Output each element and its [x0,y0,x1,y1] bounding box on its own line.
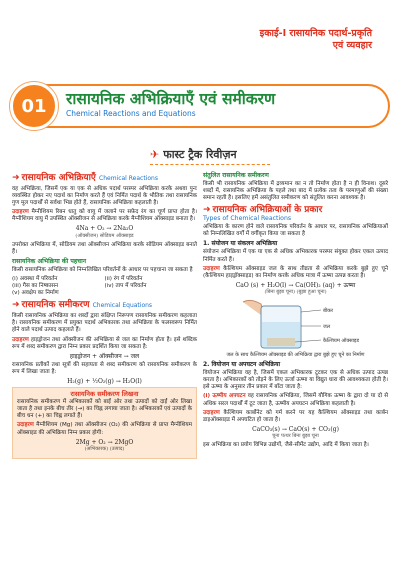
example-text: कैल्शियम ऑक्साइड जल के साथ तीव्रता से अभिक्रिया करके बुझे हुए चूने (कैल्शियम हाइड्रॉक्साइड) का निर्माण करके अधिक मात्रा में ऊष्मा उत्पन्न करता है। [203,265,388,279]
figure-label-cao: कैल्शियम ऑक्साइड [322,338,359,345]
chapter-title: रासायनिक अभिक्रियाएँ एवं समीकरण [66,90,276,108]
section-heading-text: रासायनिक अभिक्रियाएँ [21,173,96,183]
example-paragraph [12,337,197,351]
example-paragraph [203,410,388,424]
chapter-title-bar [36,84,390,128]
beaker-figure [203,298,388,350]
equation-text: CaO (s) + H₂O(l) → Ca(OH)₂ (aq) + ऊष्मा [235,281,356,289]
section-heading-text: रासायनिक समीकरण [21,300,90,311]
figure-label-beaker: बीकर [322,308,333,315]
list-item: (ii) रंग में परिवर्तन [104,275,143,282]
example-label: उदाहरण [12,336,29,343]
chapter-banner [10,82,390,130]
figure-caption: जल के साथ कैल्शियम ऑक्साइड की अभिक्रिया द्वारा बुझे हुए चूने का निर्माण [226,352,365,359]
equation-text: CaCO₃(s) → CaO(s) + CO₂(g) [252,425,339,433]
section-heading-en: Types of Chemical Reactions [203,215,292,223]
equation [12,225,197,239]
paragraph: इस अभिक्रिया का प्रयोग विभिन्न उद्योगों, जैसे-सीमेंट उद्योग, आदि में किया जाता है। [203,441,369,448]
equation [203,426,388,440]
list-item: (iii) गैस का निष्कासन [12,283,59,290]
paragraph: संयोजन अभिक्रिया में एक या एक से अधिक अभिकारक परस्पर संयुक्त होकर एकल उत्पाद निर्मित करते हैं। [203,249,388,263]
equation [17,439,192,453]
info-box [12,387,197,459]
type-heading: 1. संयोजन या संकलन अभिक्रिया [203,240,278,248]
paragraph: किसी रासायनिक अभिक्रिया को निम्नलिखित परिवर्तनों के आधार पर पहचाना जा सकता है [12,266,193,273]
figure-label-water: जल [322,324,330,331]
unit-label [260,28,372,52]
equation-note: (अभिकारक) (उत्पाद) [84,445,125,452]
subsection-heading: रासायनिक अभिक्रिया की पहचान [12,257,87,265]
example-paragraph [17,422,192,436]
list-item: (i) अवस्था में परिवर्तन [12,275,58,282]
list-item: (iv) ताप में परिवर्तन [104,283,147,290]
section-heading-equations [12,299,197,312]
equation-text: 4Na + O₂ → 2Na₂O [75,225,134,233]
left-column [12,170,197,461]
equation: हाइड्रोजन + ऑक्सीजन → जल [69,352,140,360]
example-text: कैल्शियम कार्बोनेट को गर्म करने पर यह कैल्शियम ऑक्साइड तथा कार्बन डाइऑक्साइड में अपघटित हो जाता है। [203,409,388,423]
paragraph: रासायनिक प्रतीकों तथा सूत्रों की सहायता से शब्द समीकरण को रासायनिक समीकरण के रूप में लिखा जाता है: [12,361,197,375]
equation [203,282,388,296]
type-heading: 2. वियोजन या अपघटन अभिक्रिया [203,361,280,369]
section-heading-en: Chemical Equations [92,302,153,310]
subtype-label: (i) ऊष्मीय अपघटन [203,393,246,400]
fast-track-heading [150,147,237,162]
equation: H₂(g) + ½O₂(g) → H₂O(l) [67,377,142,385]
label-line [301,310,321,312]
arrow-icon: ➜ [12,300,20,311]
paragraph: अभिक्रिया के कारण होने वाले रासायनिक परिवर्तन के आधार पर, रासायनिक अभिक्रियाओं को निम्नलिखित वर्गों में वर्गीकृत किया जा सकता है [203,224,388,238]
paragraph: रासायनिक समीकरण में अभिकारकों को बाईं ओर तथा उत्पादों को दाईं ओर लिखा जाता है तथा इनके बीच तीर (→) का चिह्न लगाया जाता है। अभिकारकों एवं उत्पादों के बीच धन (+) का चिह्न लगाते हैं। [17,399,192,420]
paragraph [203,393,388,407]
subtype-text: वह रासायनिक अभिक्रिया, जिसमें यौगिक ऊष्मा के द्वारा दो या दो से अधिक सरल पदार्थों में टूट जाता है, ऊष्मीय अपघटन अभिक्रिया कहलाती है। [203,393,389,407]
paragraph: उपरोक्त अभिक्रिया में, सोडियम तथा ऑक्सीजन अभिक्रिया करके सोडियम ऑक्साइड बनाते हैं। [12,241,197,255]
unit-line-1: इकाई-I रासायनिक पदार्थ-प्रकृति [259,28,372,39]
identification-list [12,276,197,297]
equation-note: चूना पत्थर बिना बुझा चूना [272,432,319,439]
paragraph: किसी भी रासायनिक अभिक्रिया में द्रव्यमान का न तो निर्माण होता है न ही विनाश। दूसरे शब्दों में, रासायनिक अभिक्रिया के पहले तथा बाद में प्रत्येक तत्व के परमाणुओं की संख्या समान रहती है। इसलिए हमें असंतुलित समीकरण को संतुलित करना आवश्यक है। [203,181,388,202]
paragraph: किसी रासायनिक अभिक्रिया का शब्दों द्वारा संक्षिप्त निरूपण रासायनिक समीकरण कहलाता है। रासायनिक समीकरण में प्रयुक्त पदार्थ अभिकारक तथा अभिक्रिया के फलस्वरूप निर्मित होने वाले पदार्थ उत्पाद कहलाते हैं। [12,313,197,334]
section-heading-en: Chemical Reactions [99,175,158,182]
arrow-icon: ➜ [203,205,211,216]
example-text: मैग्नीशियम (Mg) तथा ऑक्सीजन (O₂) की अभिक्रिया से प्राप्त मैग्नीशियम ऑक्साइड की अभिक्रिया निम्न प्रकार होगी: [17,422,192,436]
unit-line-2: एवं व्यवहार [332,40,372,51]
heading-underline [150,164,270,167]
example-paragraph [203,266,388,280]
rocket-icon: ✈ [150,148,160,161]
example-label: उदाहरण [17,422,34,429]
arrow-icon: ➜ [12,173,20,183]
chapter-number-badge: 01 [10,82,58,130]
list-item: (v) अवक्षेप का निर्माण [12,290,59,297]
example-text: मैग्नीशियम रिबन धातु को वायु में जलाने पर सफ़ेद रंग का चूर्ण प्राप्त होता है। मैग्नीशियम वायु में उपस्थित ऑक्सीजन से अभिक्रिया करके मैग्नीशियम ऑक्साइड बनाता है। [12,209,197,223]
equation-note: (बिना बुझा चूना) (बुझा हुआ चूना) [264,288,327,295]
calcium-oxide-shape [267,338,295,346]
paragraph: वियोजन अभिक्रिया वह है, जिसमें एकल अभिकारक टूटकर एक से अधिक उत्पाद उत्पन्न करता है। अभिकारकों को तोड़ने के लिए ऊर्जा ऊष्मा या विद्युत धारा की आवश्यकता होती है। इसे ऊष्मा के अनुसार तीन प्रकार में बाँटा जाता है: [203,370,388,391]
section-heading-text: रासायनिक अभिक्रियाओं के प्रकार [212,205,323,216]
paragraph: वह अभिक्रिया, जिसमें एक या एक से अधिक पदार्थ परस्पर अभिक्रिया करके अथवा पुनः व्यवस्थित होकर नए पदार्थ का निर्माण करते हैं एवं निर्मित पदार्थ के भौतिक तथा रासायनिक गुण मूल पदार्थों से सर्वथा भिन्न होते हैं, रासायनिक अभिक्रिया कहलाती है। [12,186,197,207]
example-label: उदाहरण [203,265,220,272]
equation-note: (ऑक्सीजन) सोडियम ऑक्साइड [75,232,134,239]
subsection-heading: संतुलित रासायनिक समीकरण [203,172,269,179]
info-box-title: रासायनिक समीकरण लिखना [70,390,139,399]
fast-track-label: फास्ट ट्रैक रिवीज़न [163,148,237,161]
right-column [203,170,388,451]
chapter-subtitle: Chemical Reactions and Equations [66,109,196,118]
example-paragraph [12,209,197,223]
example-text: हाइड्रोजन तथा ऑक्सीजन की अभिक्रिया से जल का निर्माण होता है। इसे शब्दिक रूप में शब्द समीकरण द्वारा निम्न प्रकार प्रदर्शित किया जा सकता है: [12,336,198,350]
section-heading-reactions [12,172,197,185]
equation-text: 2Mg + O₂ → 2MgO [75,438,134,446]
beaker-illustration [221,298,371,350]
example-label: उदाहरण [12,209,29,216]
example-label: उदाहरण [203,409,220,416]
